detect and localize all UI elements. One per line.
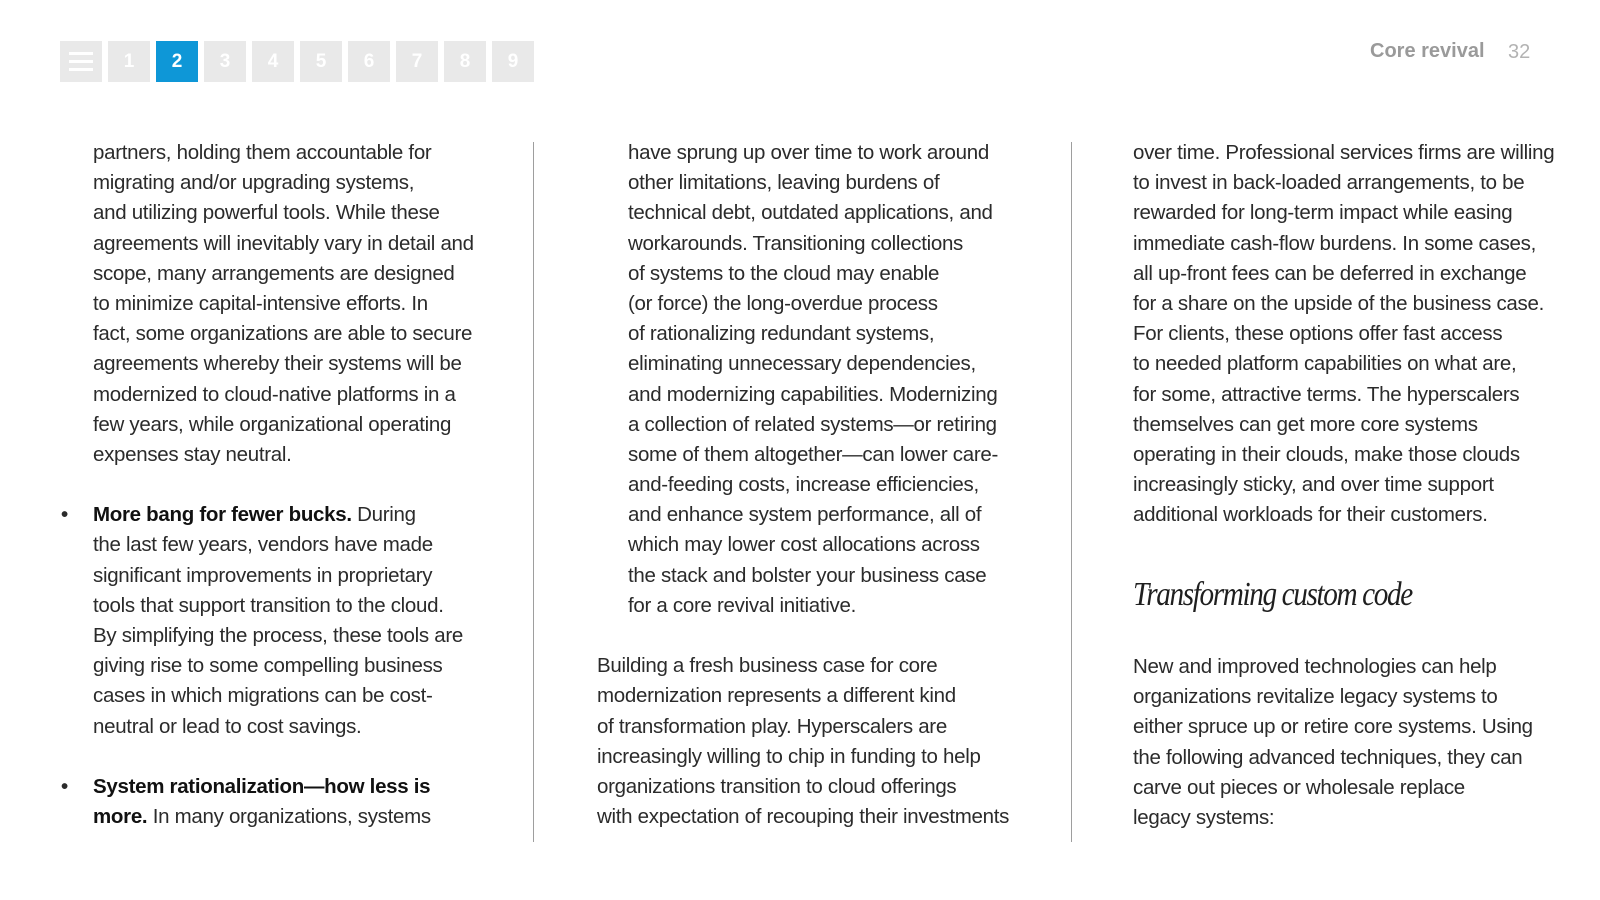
text-line: and enhance system performance, all of	[628, 503, 982, 527]
text-line: increasingly sticky, and over time support	[1133, 473, 1494, 497]
page-button-9[interactable]: 9	[492, 41, 534, 82]
column-2	[597, 138, 1010, 832]
column-3-lower	[1133, 652, 1533, 833]
text-line: scope, many arrangements are designed	[93, 261, 455, 285]
text-line: eliminating unnecessary dependencies,	[628, 352, 976, 376]
text-line: migrating and/or upgrading systems,	[93, 171, 415, 195]
text-line: to minimize capital-intensive efforts. In	[93, 291, 428, 315]
page-button-5[interactable]: 5	[300, 41, 342, 82]
text-line: additional workloads for their customers.	[1133, 503, 1488, 527]
text-line: neutral or lead to cost savings.	[93, 714, 362, 738]
text-line: of systems to the cloud may enable	[628, 261, 940, 285]
text-line: have sprung up over time to work around	[628, 141, 989, 164]
bullet-item	[61, 772, 474, 832]
page-navigation	[60, 41, 534, 82]
text-line: giving rise to some compelling business	[93, 654, 443, 678]
paragraph	[628, 138, 1009, 621]
text-line: increasingly willing to chip in funding to help	[597, 744, 981, 768]
paragraph	[597, 651, 1009, 832]
paragraph	[1133, 652, 1533, 833]
page-button-4[interactable]: 4	[252, 41, 294, 82]
paragraph	[1133, 138, 1554, 530]
text-line	[61, 500, 474, 530]
bullet-text: In many organizations, systems	[147, 805, 431, 829]
text-line: the last few years, vendors have made	[93, 533, 433, 557]
text-line: Building a fresh business case for core	[597, 654, 938, 678]
text-line: with expectation of recouping their investments	[597, 805, 1010, 829]
text-line: fact, some organizations are able to secure	[93, 322, 473, 346]
text-line: significant improvements in proprietary	[93, 563, 433, 587]
text-line: modernization represents a different kind	[597, 684, 956, 708]
text-line: themselves can get more core systems	[1133, 412, 1478, 436]
page-button-7[interactable]: 7	[396, 41, 438, 82]
text-line: to needed platform capabilities on what are,	[1133, 352, 1517, 376]
text-line: New and improved technologies can help	[1133, 655, 1497, 678]
text-line: a collection of related systems—or retiring	[628, 412, 997, 436]
section-heading: Transforming custom code	[1133, 576, 1412, 613]
text-line: the following advanced techniques, they can	[1133, 745, 1523, 769]
bullet-item	[61, 500, 474, 742]
text-line: operating in their clouds, make those clouds	[1133, 442, 1520, 466]
text-line: (or force) the long-overdue process	[628, 291, 938, 315]
text-line: all up-front fees can be deferred in exchange	[1133, 261, 1527, 285]
menu-button[interactable]	[60, 41, 102, 82]
text-line: and utilizing powerful tools. While these	[93, 201, 440, 225]
text-line: which may lower cost allocations across	[628, 533, 980, 557]
text-line: few years, while organizational operating	[93, 412, 452, 436]
text-line: agreements whereby their systems will be	[93, 352, 462, 376]
text-line: legacy systems:	[1133, 805, 1275, 829]
text-line: partners, holding them accountable for	[93, 141, 432, 164]
text-line: to invest in back-loaded arrangements, to be	[1133, 171, 1525, 195]
column-divider	[533, 142, 534, 842]
page-button-8[interactable]: 8	[444, 41, 486, 82]
text-line: the stack and bolster your business case	[628, 563, 987, 587]
text-line: either spruce up or retire core systems. Using	[1133, 715, 1533, 739]
text-line	[93, 802, 474, 832]
bullet-heading: more.	[93, 805, 148, 829]
text-line: tools that support transition to the cloud.	[93, 593, 444, 617]
page-number: 32	[1508, 41, 1531, 63]
text-line: and modernizing capabilities. Modernizing	[628, 382, 998, 406]
bullet-heading: More bang for fewer bucks.	[93, 503, 352, 527]
text-line: of transformation play. Hyperscalers are	[597, 714, 947, 738]
text-line: By simplifying the process, these tools are	[93, 624, 463, 647]
page-button-2[interactable]: 2	[156, 41, 198, 82]
column-divider	[1071, 142, 1072, 842]
page-button-1[interactable]: 1	[108, 41, 150, 82]
text-line: carve out pieces or wholesale replace	[1133, 775, 1465, 799]
text-line: other limitations, leaving burdens of	[628, 171, 940, 195]
text-line: immediate cash-flow burdens. In some cases,	[1133, 231, 1536, 255]
text-line: organizations revitalize legacy systems to	[1133, 685, 1498, 709]
text-line: expenses stay neutral.	[93, 442, 292, 466]
bullet-heading: System rationalization—how less is	[93, 774, 431, 798]
text-line: for some, attractive terms. The hyperscalers	[1133, 382, 1520, 406]
bullet-text: During	[351, 503, 416, 527]
text-line: rewarded for long-term impact while easing	[1133, 201, 1513, 225]
column-1	[61, 138, 474, 832]
bullet-point: •	[61, 774, 68, 798]
text-line: cases in which migrations can be cost-	[93, 684, 433, 708]
text-line: for a core revival initiative.	[628, 593, 856, 617]
text-line: for a share on the upside of the business case.	[1133, 291, 1544, 315]
section-title: Core revival	[1370, 40, 1485, 62]
menu-icon	[69, 52, 93, 71]
text-line: over time. Professional services firms are willing	[1133, 141, 1555, 164]
page-button-6[interactable]: 6	[348, 41, 390, 82]
text-line: modernized to cloud-native platforms in a	[93, 382, 456, 406]
column-3	[1133, 138, 1554, 530]
text-line: workarounds. Transitioning collections	[628, 231, 963, 255]
text-line: and-feeding costs, increase efficiencies,	[628, 473, 979, 497]
text-line: organizations transition to cloud offerings	[597, 774, 957, 798]
text-line	[61, 772, 474, 802]
text-line: For clients, these options offer fast access	[1133, 322, 1503, 346]
text-line: technical debt, outdated applications, and	[628, 201, 993, 225]
text-line: agreements will inevitably vary in detail and	[93, 231, 474, 255]
text-line: some of them altogether—can lower care-	[628, 442, 999, 466]
bullet-point: •	[61, 503, 68, 527]
paragraph	[93, 138, 474, 470]
text-line: of rationalizing redundant systems,	[628, 322, 935, 346]
page-button-3[interactable]: 3	[204, 41, 246, 82]
